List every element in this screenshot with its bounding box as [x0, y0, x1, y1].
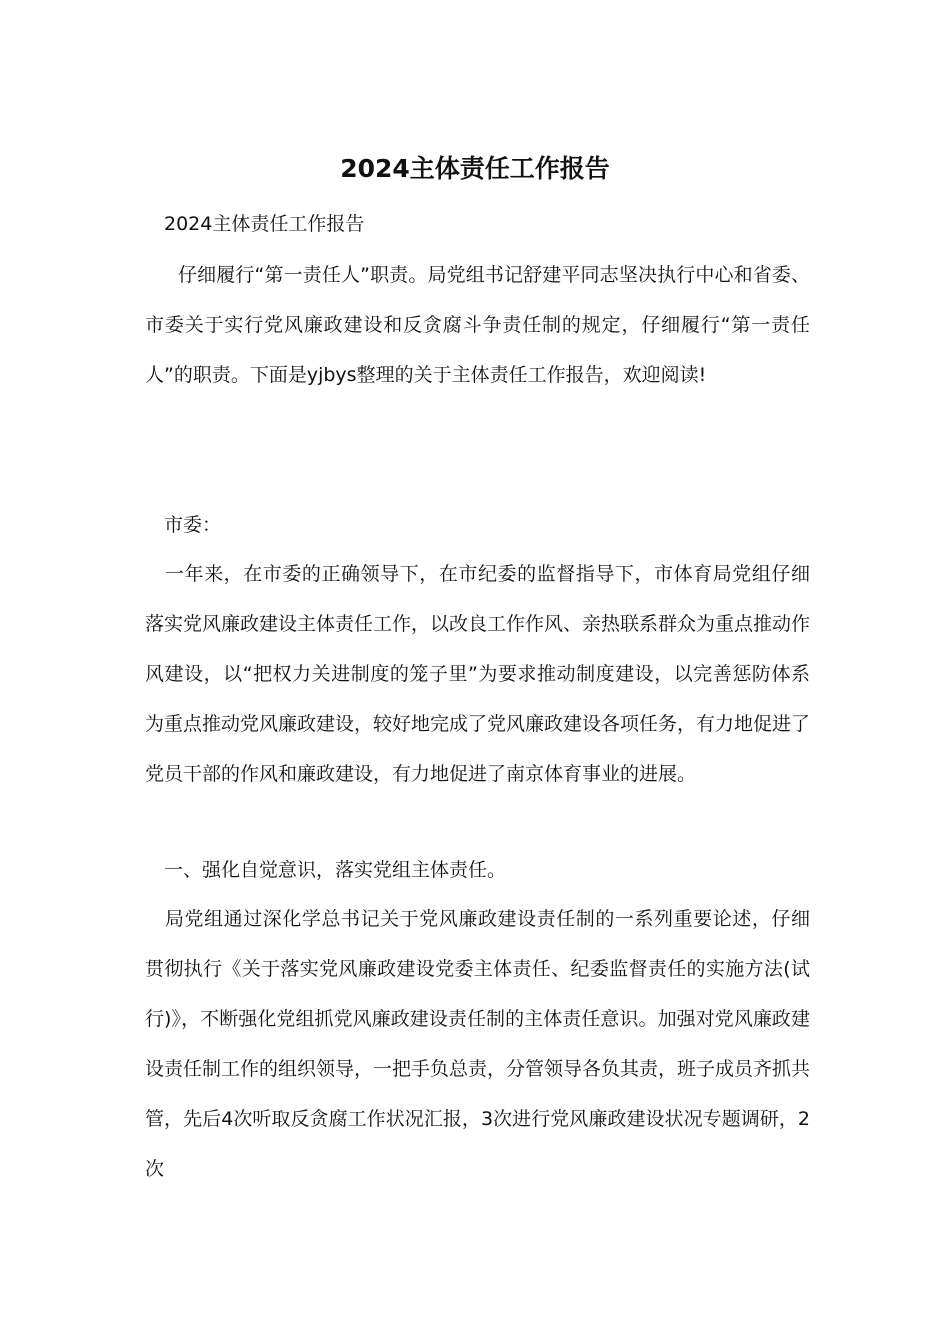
body-paragraph-2: 局党组通过深化学总书记关于党风廉政建设责任制的一系列重要论述，仔细贯彻执行《关于落实党风廉政建设党委主体责任、纪委监督责任的实施方法(试行)》，不断强化党组抓党风廉政建设责任制的主体责任意识。加强对党风廉政建设责任制工作的组织领导，一把手负总责，分管领导各负其责，班子成员齐抓共管，先后4次听取反贪腐工作状况汇报，3次进行党风廉政建设状况专题调研，2次 [145, 908, 811, 1180]
salutation: 市委： [164, 514, 222, 536]
section-heading-1: 一、强化自觉意识，落实党组主体责任。 [164, 859, 507, 881]
document-subtitle: 2024主体责任工作报告 [164, 213, 365, 235]
document-title: 2024主体责任工作报告 [340, 154, 610, 183]
body-paragraph-1: 一年来，在市委的正确领导下，在市纪委的监督指导下，市体育局党组仔细落实党风廉政建设主体责任工作，以改良工作作风、亲热联系群众为重点推动作风建设，以“把权力关进制度的笼子里”为要求推动制度建设，以完善惩防体系为重点推动党风廉政建设，较好地完成了党风廉政建设各项任务，有力地促进了党员干部的作风和廉政建设，有力地促进了南京体育事业的进展。 [145, 563, 811, 785]
intro-paragraph: 仔细履行“第一责任人”职责。局党组书记舒建平同志坚决执行中心和省委、市委关于实行党风廉政建设和反贪腐斗争责任制的规定，仔细履行“第一责任人”的职责。下面是yjbys整理的关于主体责任工作报告，欢迎阅读! [145, 264, 810, 386]
